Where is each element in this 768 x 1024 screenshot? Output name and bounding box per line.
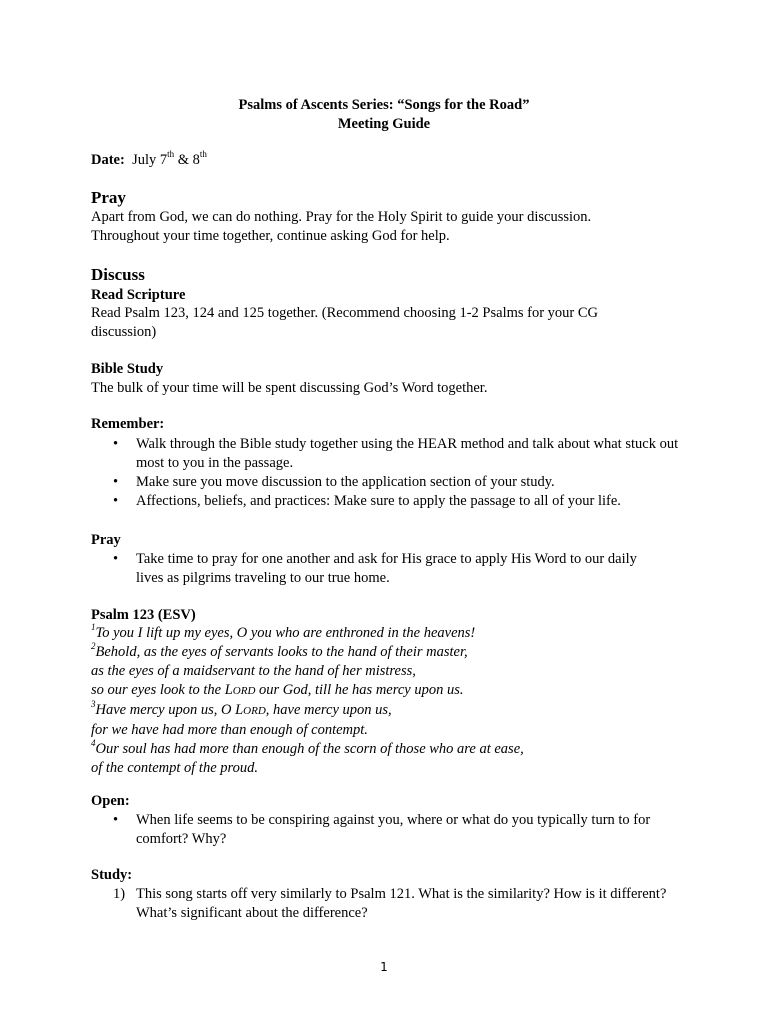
list-item: 1) This song starts off very similarly to Psalm 121. What is the similarity? How is it different? What’s significant about the difference?	[113, 886, 667, 921]
open-heading: Open:	[91, 793, 130, 809]
pray-text: Apart from God, we can do nothing. Pray for the Holy Spirit to guide your discussion. Throughout your time together, continue asking God for help.	[91, 209, 592, 244]
list-item: • Make sure you move discussion to the application section of your study.	[113, 474, 555, 490]
open-list	[91, 811, 681, 849]
document-title: Psalms of Ascents Series: “Songs for the Road”	[238, 97, 530, 113]
date-month: July 7	[132, 152, 168, 168]
read-scripture-text: Read Psalm 123, 124 and 125 together. (Recommend choosing 1-2 Psalms for your CG discussion)	[91, 305, 599, 340]
discuss-heading: Discuss	[91, 265, 145, 284]
list-item: • When life seems to be conspiring against you, where or what do you typically turn to for comfort? Why?	[113, 812, 651, 847]
document-subtitle: Meeting Guide	[337, 116, 431, 132]
remember-heading: Remember:	[91, 416, 165, 432]
bullet-icon: •	[113, 436, 119, 452]
bullet-icon: •	[113, 812, 119, 828]
list-item: • Affections, beliefs, and practices: Make sure to apply the passage to all of your life.	[113, 493, 621, 509]
bullet-icon: •	[113, 493, 119, 509]
remember-list	[91, 435, 681, 511]
psalm-text: $^1$To you I lift up my eyes, O you who are enthroned in the heavens! $^2$Behold, as the eyes of servants looks to the hand of their master, as the eyes of a maidservant to the hand of her mistress, so our eyes look to the LORD our God, till he has mercy upon us. $^3$Have mercy upon us, O LORD, have mercy upon us, for we have had more than enough of contempt. $^4$Our soul has had more than enough of the scorn of those who are at ease, of the contempt of the proud.	[91, 622, 524, 776]
pray-heading: Pray	[91, 188, 126, 207]
study-list	[91, 885, 671, 923]
bullet-icon: •	[113, 551, 119, 567]
list-item: • Take time to pray for one another and ask for His grace to apply His Word to our daily lives as pilgrims traveling to our true home.	[113, 551, 637, 586]
date-sup-1: th	[167, 149, 175, 160]
study-heading: Study:	[91, 867, 133, 883]
bible-study-heading: Bible Study	[91, 361, 164, 377]
psalm-heading: Psalm 123 (ESV)	[91, 607, 196, 623]
pray-2-list	[91, 550, 661, 588]
pray-2-heading: Pray	[91, 532, 121, 548]
date-line	[91, 151, 691, 170]
bullet-icon: •	[113, 474, 119, 490]
date-mid: & 8	[174, 152, 200, 168]
page-number: 1	[380, 960, 388, 974]
read-scripture-heading: Read Scripture	[91, 287, 186, 303]
date-label: Date:	[91, 152, 125, 168]
list-item: • Walk through the Bible study together using the HEAR method and talk about what stuck out most to you in the passage.	[113, 436, 679, 471]
date-sup-2: th	[199, 149, 207, 160]
bible-study-text: The bulk of your time will be spent discussing God’s Word together.	[91, 380, 488, 396]
